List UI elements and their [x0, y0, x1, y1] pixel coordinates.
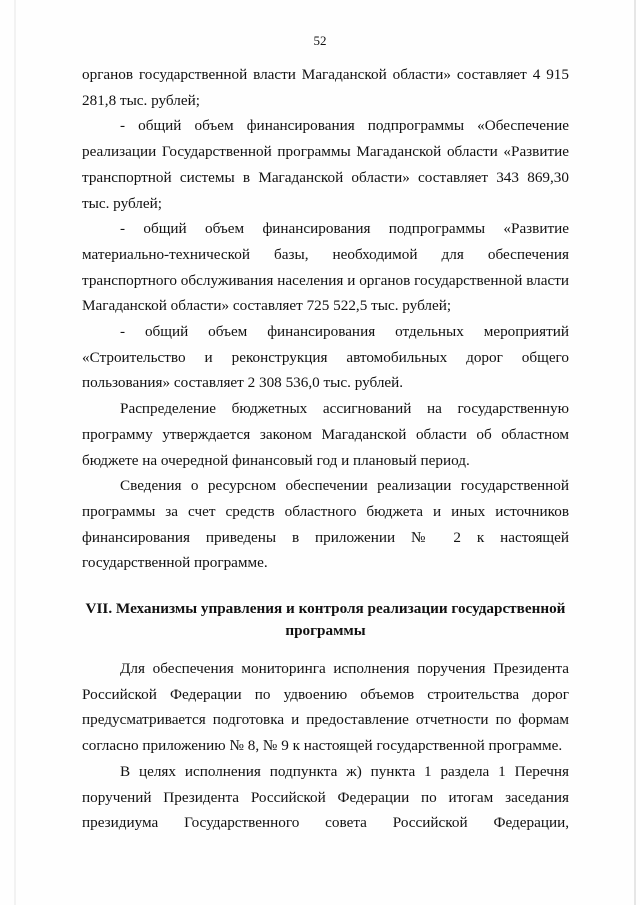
- page-number: 52: [313, 33, 327, 48]
- paragraph-resource-provision: Сведения о ресурсном обеспечении реализации государственной программы за счет средств областного бюджета и иных источников финансирования приведены в приложении № 2 к настоящей государственной программе.: [82, 477, 569, 572]
- scan-edge-left: [14, 0, 16, 905]
- paragraph-monitoring: Для обеспечения мониторинга исполнения поручения Президента Российской Федерации по удвоению объемов строительства дорог предусматривается подготовка и предоставление отчетности по формам согласно приложению № 8, № 9 к настоящей государственной программе.: [82, 660, 569, 755]
- list-item-road-construction: - общий объем финансирования отдельных мероприятий «Строительство и реконструкция автомобильных дорог общего пользования» составляет 2 308 536,0 тыс. рублей.: [82, 323, 569, 392]
- paragraph-presidential-orders: В целях исполнения подпункта ж) пункта 1 раздела 1 Перечня поручений Президента Российской Федерации по итогам заседания президиума Государственного совета Российской Федерации,: [82, 762, 569, 832]
- scan-edge-right: [634, 0, 636, 905]
- list-item-subprogram-material-base: - общий объем финансирования подпрограммы «Развитие материально-технической базы, необходимой для обеспечения транспортного обслуживания населения и органов государственной власти Магаданской области» составляет 725 522,5 тыс. рублей;: [82, 220, 569, 315]
- section-heading: VII. Механизмы управления и контроля реализации государственной программы: [85, 600, 566, 640]
- list-item-subprogram-support: - общий объем финансирования подпрограммы «Обеспечение реализации Государственной программы Магаданской области «Развитие транспортной системы в Магаданской области» составляет 343 869,30 тыс. рублей;: [82, 117, 569, 212]
- paragraph-continuation: органов государственной власти Магаданской области» составляет 4 915 281,8 тыс. рублей;: [82, 66, 569, 109]
- document-body: [82, 62, 569, 836]
- paragraph-budget-allocation: Распределение бюджетных ассигнований на государственную программу утверждается законом Магаданской области об областном бюджете на очередной финансовый год и плановый период.: [82, 400, 569, 469]
